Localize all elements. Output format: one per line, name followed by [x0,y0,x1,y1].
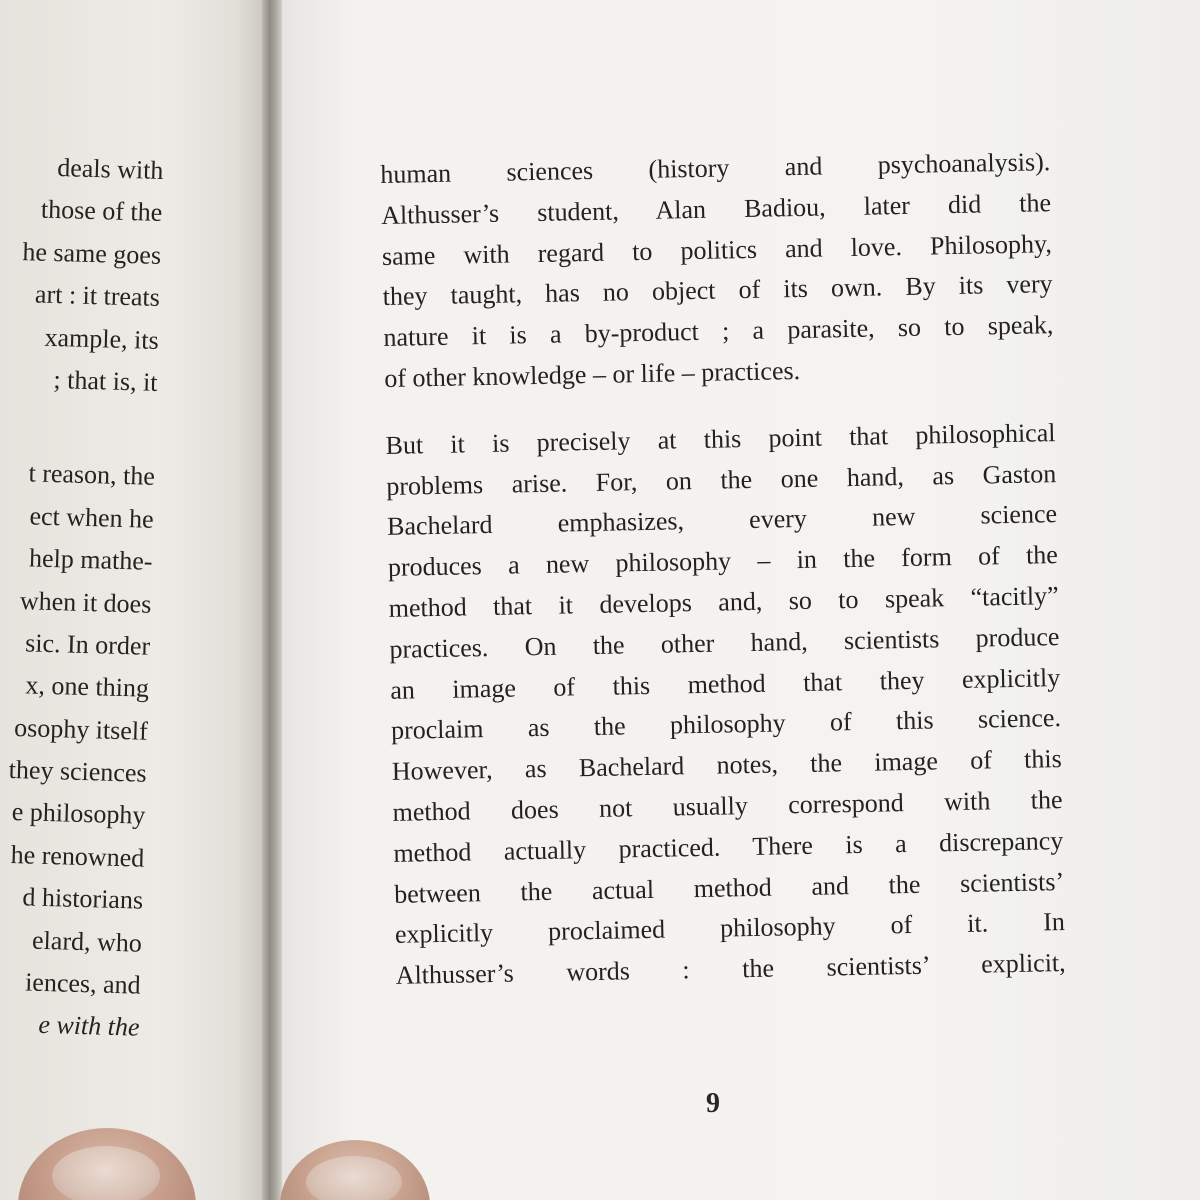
left-thumbnail [52,1146,160,1200]
text-line: proclaim as the philosophy of this science. [390,703,1062,746]
left-line: they sciences [8,754,147,788]
left-line: art : it treats [34,279,161,313]
left-line: elard, who [31,925,143,958]
left-line: osophy itself [13,712,149,746]
text-line: Bachelard emphasizes, every new science [386,499,1058,542]
text-line: But it is precisely at this point that philosophical [385,417,1056,460]
left-line: t reason, the [28,458,156,492]
text-line: same with regard to politics and love. Philosophy, [381,228,1053,271]
left-line: iences, and [24,967,142,1000]
left-line: xample, its [44,322,160,355]
left-paragraph-gap [0,395,157,456]
left-line: when it does [19,585,152,619]
text-line: they taught, has no object of its own. By its very [382,269,1053,312]
text-line: method does not usually correspond with the [392,784,1063,827]
text-line: nature it is a by-product ; a parasite, so to speak, [383,310,1054,353]
text-line: Althusser’s student, Alan Badiou, later did the [380,187,1052,230]
text-line: method actually practiced. There is a discrepancy [393,825,1064,868]
left-line: those of the [40,194,163,228]
text-line: explicitly proclaimed philosophy of it. In [394,907,1066,950]
left-line: e with the [38,1010,140,1043]
left-line: deals with [56,153,164,185]
left-line: d historians [22,882,144,915]
text-line: method that it develops and, so to speak “tacitly” [388,581,1059,623]
text-line: human sciences (history and psychoanalysis). [380,147,1051,189]
left-line: e philosophy [11,797,146,831]
paragraph-1 [380,142,1055,400]
left-line: help mathe- [28,543,153,576]
left-page-text [0,141,164,1050]
left-line: he renowned [10,839,145,873]
text-line: practices. On the other hand, scientists produce [389,621,1060,664]
left-line: he same goes [22,236,162,270]
page-number: 9 [706,1088,720,1119]
left-page [0,0,268,1200]
paragraph-2 [385,413,1066,997]
right-page [282,0,1200,1200]
text-line: Althusser’s words : the scientists’ explicit, [395,948,1066,990]
text-line: between the actual method and the scientists’ [393,866,1065,909]
left-line: ; that is, it [53,364,158,397]
right-page-text [380,142,1066,997]
text-line: of other knowledge – or life – practices. [384,355,801,393]
text-line: problems arise. For, on the one hand, as Gaston [386,458,1057,501]
left-line: x, one thing [25,670,150,704]
text-line: produces a new philosophy – in the form of the [387,540,1059,583]
right-thumbnail [306,1156,402,1200]
left-line: sic. In order [24,628,151,661]
book-gutter [262,0,284,1200]
text-line: However, as Bachelard notes, the image of this [391,744,1062,787]
left-line: ect when he [29,501,155,534]
text-line: an image of this method that they explicitly [389,662,1061,705]
